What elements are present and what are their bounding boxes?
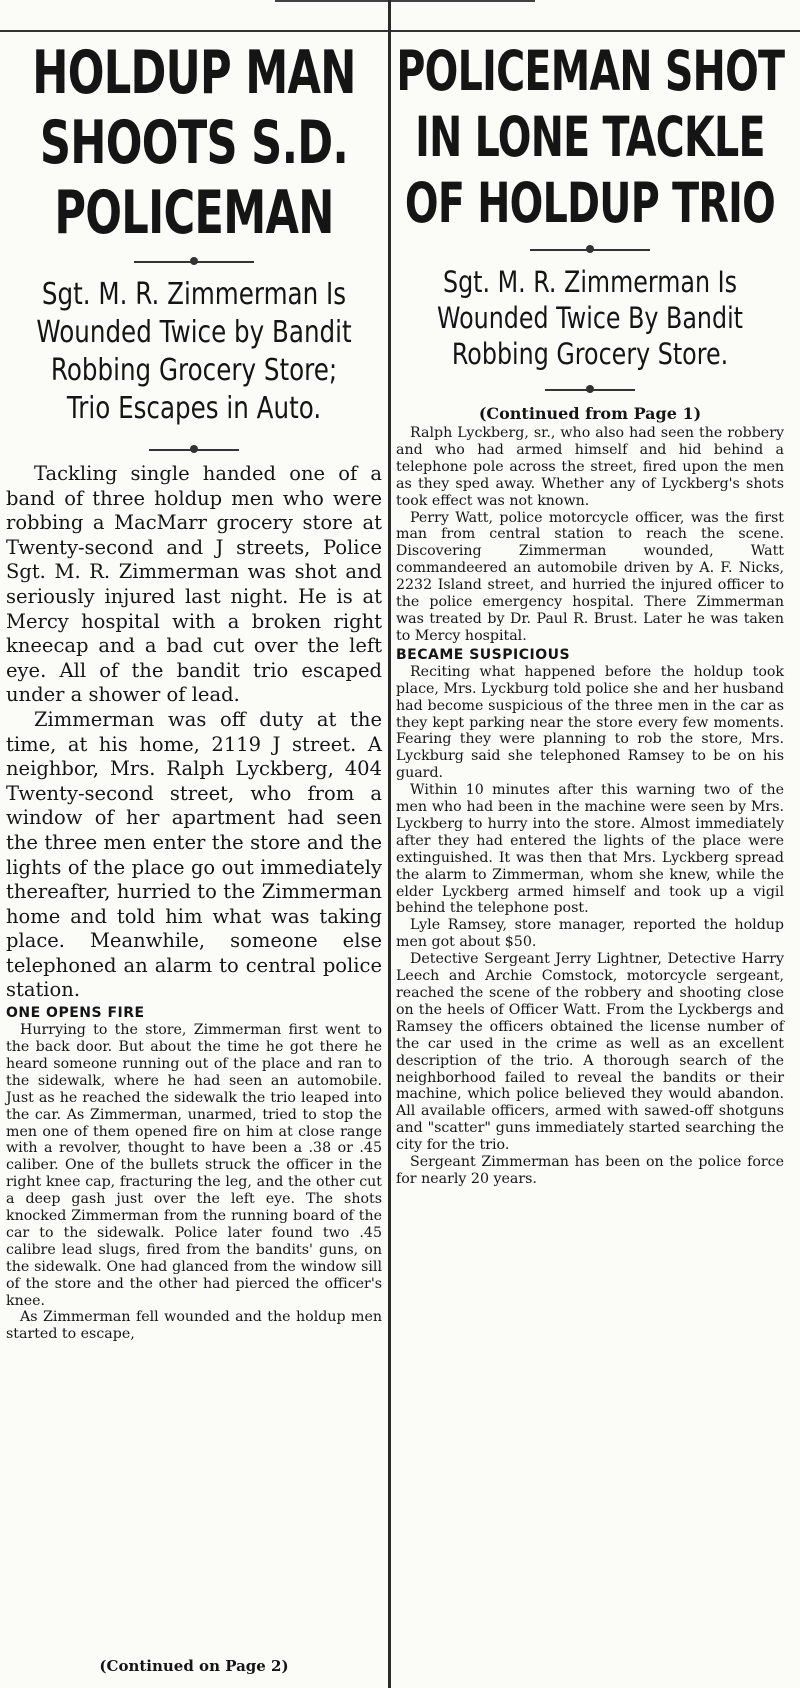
masthead-fragment bbox=[0, 0, 800, 34]
left-body-small bbox=[6, 1022, 382, 1343]
column-divider bbox=[388, 0, 391, 1688]
headline-line: IN LONE TACKLE bbox=[415, 105, 765, 169]
ornament-rule bbox=[149, 442, 239, 458]
paragraph: Zimmerman was off duty at the time, at his home, 2119 J street. A neighbor, Mrs. Ralph Lyckberg, 404 Twenty-second street, who from a window of her apartment had seen the three men enter the store and the lights of the place go out immediately thereafter, hurried to the Zimmerman home and told him what was taking place. Meanwhile, someone else telephoned an alarm to central police station. bbox=[6, 707, 382, 1002]
headline-line: POLICEMAN bbox=[54, 178, 334, 248]
paragraph: Hurrying to the store, Zimmerman first went to the back door. But about the time he got there he heard someone running out of the place and ran to the sidewalk, where he had seen an automobile. Just as he reached the sidewalk the trio leaped into the car. As Zimmerman, unarmed, tried to stop the men one of them opened fire on him at close range with a revolver, thought to have been a .38 or .45 caliber. One of the bullets struck the officer in the right knee cap, fracturing the leg, and the other cut a deep gash just over the left eye. The shots knocked Zimmerman from the running board of the car to the sidewalk. Police later found two .45 calibre lead slugs, fired from the bandits' guns, on the sidewalk. One had glanced from the window sill of the store and the other had pierced the officer's knee. bbox=[6, 1022, 382, 1309]
right-body-a bbox=[396, 425, 784, 645]
ornament-rule bbox=[530, 242, 650, 258]
ornament-rule bbox=[134, 254, 254, 270]
left-headline bbox=[6, 38, 382, 248]
headline-line: OF HOLDUP TRIO bbox=[404, 171, 776, 235]
paragraph: Tackling single handed one of a band of three holdup men who were robbing a MacMarr grocery store at Twenty-second and J streets, Police Sgt. M. R. Zimmerman was shot and seriously injured last night. He is at Mercy hospital with a broken right kneecap and a bad cut over the left eye. All of the bandit trio escaped under a shower of lead. bbox=[6, 462, 382, 707]
deck-line: Sgt. M. R. Zimmerman Is bbox=[41, 277, 347, 312]
right-deck bbox=[397, 264, 782, 372]
headline-line: SHOOTS S.D. bbox=[39, 108, 349, 178]
paragraph: Sergeant Zimmerman has been on the police force for nearly 20 years. bbox=[396, 1154, 784, 1187]
top-rule bbox=[0, 30, 800, 32]
left-deck bbox=[6, 276, 382, 428]
right-headline bbox=[396, 38, 783, 236]
paragraph: Ralph Lyckberg, sr., who also had seen the robbery and who had armed himself and hid behind a telephone pole across the street, fired upon the men as they sped away. Whether any of Lyckberg's shots took effect was not known. bbox=[396, 425, 784, 509]
left-body-large bbox=[6, 462, 382, 1003]
paragraph: Lyle Ramsey, store manager, reported the holdup men got about $50. bbox=[396, 917, 784, 951]
deck-line: Wounded Twice By Bandit bbox=[436, 301, 744, 335]
deck-line: Robbing Grocery Store. bbox=[451, 337, 729, 371]
subhead: ONE OPENS FIRE bbox=[6, 1005, 145, 1022]
paragraph: Detective Sergeant Jerry Lightner, Detective Harry Leech and Archie Comstock, motorcycle sergeant, reached the scene of the robbery and shooting close on the heels of Officer Watt. From the Lyckbergs and Ramsey the officers obtained the license number of the car used in the crime as well as an excellent description of the trio. A thorough search of the neighborhood failed to reveal the bandits or their machine, which police believed they would abandon. All available officers, armed with sawed-off shotguns and "scatter" guns immediately started searching the city for the trio. bbox=[396, 951, 784, 1154]
headline-line: POLICEMAN SHOT bbox=[396, 39, 785, 103]
deck-line: Trio Escapes in Auto. bbox=[66, 391, 322, 426]
right-article bbox=[396, 38, 784, 1188]
right-body-b bbox=[396, 664, 784, 1188]
deck-line: Sgt. M. R. Zimmerman Is bbox=[442, 265, 738, 299]
ornament-rule bbox=[545, 382, 635, 398]
deck-line: Robbing Grocery Store; bbox=[50, 353, 338, 388]
paragraph: Perry Watt, police motorcycle officer, was the first man from central station to reach the scene. Discovering Zimmerman wounded, Watt commandeered an automobile driven by A. F. Nicks, 2232 Island street, and hurried the injured officer to the police emergency hospital. There Zimmerman was treated by Dr. Paul R. Brust. Later he was taken to Mercy hospital. bbox=[396, 509, 784, 644]
deck-line: Wounded Twice by Bandit bbox=[36, 315, 352, 350]
left-article bbox=[6, 38, 382, 1343]
continued-from-label: (Continued from Page 1) bbox=[478, 404, 702, 423]
headline-line: HOLDUP MAN bbox=[32, 38, 356, 108]
paragraph: Reciting what happened before the holdup took place, Mrs. Lyckburg told police she and her husband had become suspicious of the three men in the car as they kept parking near the store every few moments. Fearing they were planning to rob the store, Mrs. Lyckburg said she telephoned Ramsey to be on his guard. bbox=[396, 663, 784, 782]
subhead: BECAME SUSPICIOUS bbox=[396, 646, 571, 663]
paragraph: As Zimmerman fell wounded and the holdup men started to escape, bbox=[6, 1309, 382, 1343]
cut-off-text-fragment bbox=[275, 0, 535, 16]
continued-on-label: (Continued on Page 2) bbox=[99, 1657, 289, 1675]
paragraph: Within 10 minutes after this warning two of the men who had been in the machine were seen by Mrs. Lyckberg to hurry into the store. Almost immediately after they had entered the lights of the place were extinguished. It was then that Mrs. Lyckberg spread the alarm to Zimmerman, whom she knew, while the elder Lyckberg armed himself and took up a vigil behind the telephone post. bbox=[396, 782, 784, 917]
